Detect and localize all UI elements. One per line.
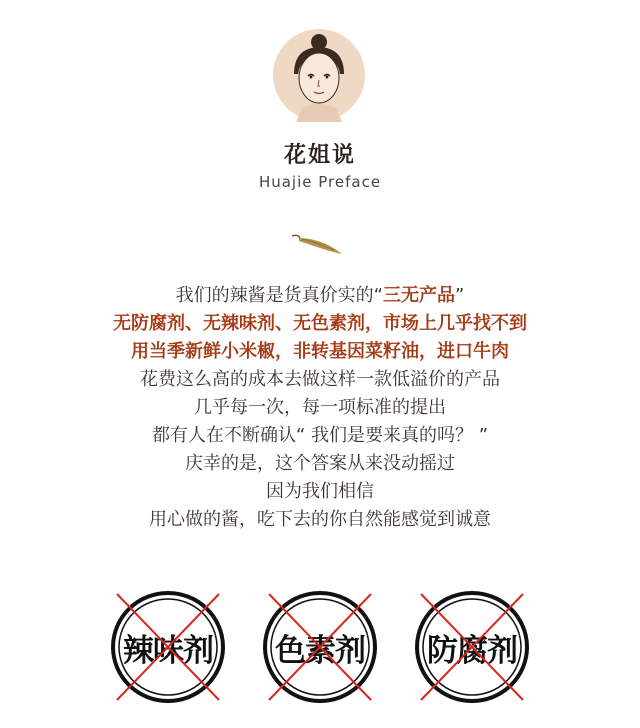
page-title: 花姐说 xyxy=(283,143,356,168)
preface-line-2: 无防腐剂、无辣味剂、无色素剂，市场上几乎找不到 xyxy=(113,313,527,334)
no-preservative-stamp xyxy=(413,588,531,706)
preface-line-7: 庆幸的是，这个答案从来没动摇过 xyxy=(185,453,455,474)
red-x-mark xyxy=(413,588,531,706)
preface-line-1: 我们的辣酱是货真价实的“三无产品” xyxy=(175,285,465,306)
preface-line-9: 用心做的酱，吃下去的你自然能感觉到诚意 xyxy=(149,509,491,530)
no-colorant-stamp xyxy=(261,588,379,706)
stamp-label: 辣味剂 xyxy=(123,632,213,669)
chili-pepper-icon xyxy=(290,232,346,256)
preface-line-5: 几乎每一次，每一项标准的提出 xyxy=(194,397,446,418)
preface-text xyxy=(0,282,640,534)
preface-line-8: 因为我们相信 xyxy=(266,481,374,502)
avatar xyxy=(272,28,366,122)
woman-portrait-icon xyxy=(272,28,366,122)
preface-line-3: 用当季新鲜小米椒，非转基因菜籽油，进口牛肉 xyxy=(131,341,509,362)
red-x-mark xyxy=(109,588,227,706)
emphasis-text: 三无产品 xyxy=(383,285,455,306)
preface-line-4: 花费这么高的成本去做这样一款低溢价的产品 xyxy=(140,369,500,390)
no-spicy-agent-stamp xyxy=(109,588,227,706)
stamp-label: 色素剂 xyxy=(275,632,365,669)
page-subtitle: Huajie Preface xyxy=(258,173,382,191)
preface-line-6: 都有人在不断确认“ 我们是要来真的吗？ ” xyxy=(151,425,489,446)
stamp-label: 防腐剂 xyxy=(427,632,517,669)
red-x-mark xyxy=(261,588,379,706)
